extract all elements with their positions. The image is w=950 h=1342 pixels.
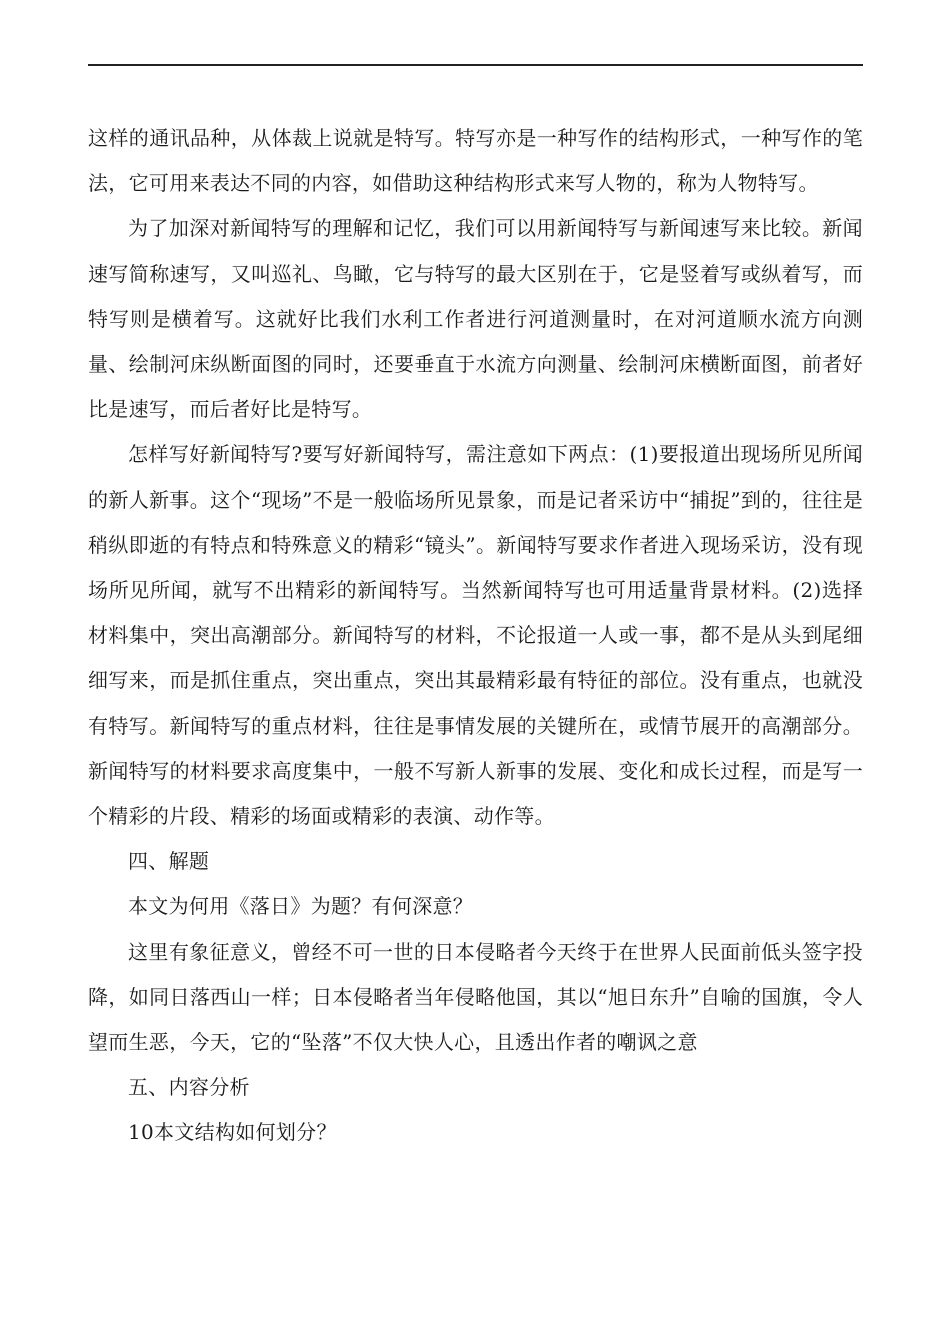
section-heading-title-analysis: 四、解题: [128, 849, 210, 874]
paragraph-special-feature-definition: 这样的通讯品种，从体裁上说就是特写。特写亦是一种写作的结构形式，一种写作的笔法，它可用来表达不同的内容，如借助这种结构形式来写人物的，称为人物特写。: [88, 126, 863, 196]
answer-title-meaning: 这里有象征意义，曾经不可一世的日本侵略者今天终于在世界人民面前低头签字投降，如同日落西山一样；日本侵略者当年侵略他国，其以“旭日东升”自喻的国旗，令人望而生恶，今天，它的“坠落”不仅大快人心，且透出作者的嘲讽之意: [88, 939, 863, 1055]
paragraph-feature-vs-sketch: 为了加深对新闻特写的理解和记忆，我们可以用新闻特写与新闻速写来比较。新闻速写简称速写，又叫巡礼、鸟瞰，它与特写的最大区别在于，它是竖着写或纵着写，而特写则是横着写。这就好比我们水利工作者进行河道测量时，在对河道顺水流方向测量、绘制河床纵断面图的同时，还要垂直于水流方向测量、绘制河床横断面图，前者好比是速写，而后者好比是特写。: [88, 216, 863, 422]
question-title-meaning: 本文为何用《落日》为题？有何深意？: [128, 894, 474, 919]
paragraph-how-to-write: 怎样写好新闻特写?要写好新闻特写，需注意如下两点：(1)要报道出现场所见所闻的新人新事。这个“现场”不是一般临场所见景象，而是记者采访中“捕捉”到的，往往是稍纵即逝的有特点和特殊意义的精彩“镜头”。新闻特写要求作者进入现场采访，没有现场所见所闻，就写不出精彩的新闻特写。当然新闻特写也可用适量背景材料。(2)选择材料集中，突出高潮部分。新闻特写的材料，不论报道一人或一事，都不是从头到尾细细写来，而是抓住重点，突出重点，突出其最精彩最有特征的部位。没有重点，也就没有特写。新闻特写的重点材料，往往是事情发展的关键所在，或情节展开的高潮部分。新闻特写的材料要求高度集中，一般不写新人新事的发展、变化和成长过程，而是写一个精彩的片段、精彩的场面或精彩的表演、动作等。: [88, 442, 863, 829]
question-structure: 10本文结构如何划分？: [128, 1120, 337, 1145]
section-heading-content-analysis: 五、内容分析: [128, 1075, 250, 1100]
document-body: [88, 116, 863, 1156]
header-rule: [88, 64, 863, 66]
